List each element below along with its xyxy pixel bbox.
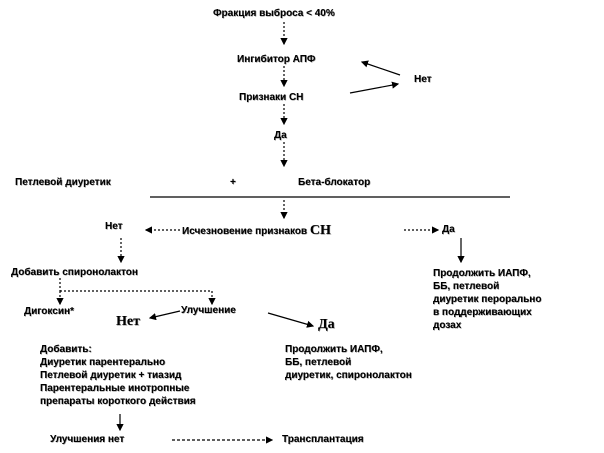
acei-node: Ингибитор АПФ xyxy=(237,54,316,65)
continue-right-line: ББ, петлевой xyxy=(433,281,500,292)
digoxin-node: Дигоксин* xyxy=(24,306,74,317)
continue-mid-line: ББ, петлевой xyxy=(285,357,352,368)
improvement-node: Улучшение xyxy=(181,305,236,316)
disappearance-abbr: СН xyxy=(309,223,331,238)
continue-right-line: дозах xyxy=(433,320,462,331)
add-block-line: Добавить: xyxy=(40,344,92,355)
arrow-signs-to-no xyxy=(350,84,398,93)
yes-mid-node: Да xyxy=(318,317,335,332)
arrow-improvement-to-yes xyxy=(268,313,313,326)
hf-signs-node: Признаки СН xyxy=(239,92,304,103)
continue-mid-node xyxy=(285,343,412,382)
loop-diuretic-node: Петлевой диуретик xyxy=(15,177,111,188)
add-block-node xyxy=(40,343,196,408)
add-block-line: Парентеральные инотропные xyxy=(40,383,190,394)
add-block-line: Петлевой диуретик + тиазид xyxy=(40,370,182,381)
beta-blocker-node: Бета-блокатор xyxy=(298,177,371,188)
add-block-line: Диуретик парентерально xyxy=(40,357,166,368)
plus-sign: + xyxy=(230,177,236,188)
ef-node: Фракция выброса < 40% xyxy=(213,8,335,19)
yes-right-node: Да xyxy=(442,224,455,235)
continue-right-line: в поддерживающих xyxy=(433,307,532,318)
no-left-node: Нет xyxy=(105,221,123,232)
add-block-line: препараты короткого действия xyxy=(40,396,196,407)
no-improvement-node: Улучшения нет xyxy=(50,434,125,445)
arrow-no-to-acei xyxy=(362,62,400,75)
continue-right-node xyxy=(433,267,541,332)
continue-right-line: диуретик перорально xyxy=(433,294,542,305)
add-spironolactone-node: Добавить спиронолактон xyxy=(11,267,138,278)
no-top-node: Нет xyxy=(414,74,432,85)
yes-node-1: Да xyxy=(274,130,287,141)
disappearance-node xyxy=(182,224,331,238)
no-mid-node: Нет xyxy=(116,314,140,329)
continue-mid-line: Продолжить ИАПФ, xyxy=(285,344,383,355)
arrow-improvement-to-no xyxy=(150,311,180,318)
disappearance-text: Исчезновение признаков xyxy=(182,226,308,237)
continue-mid-line: диуретик, спиронолактон xyxy=(285,370,412,381)
transplant-node: Трансплантация xyxy=(282,434,364,445)
continue-right-line: Продолжить ИАПФ, xyxy=(433,268,531,279)
